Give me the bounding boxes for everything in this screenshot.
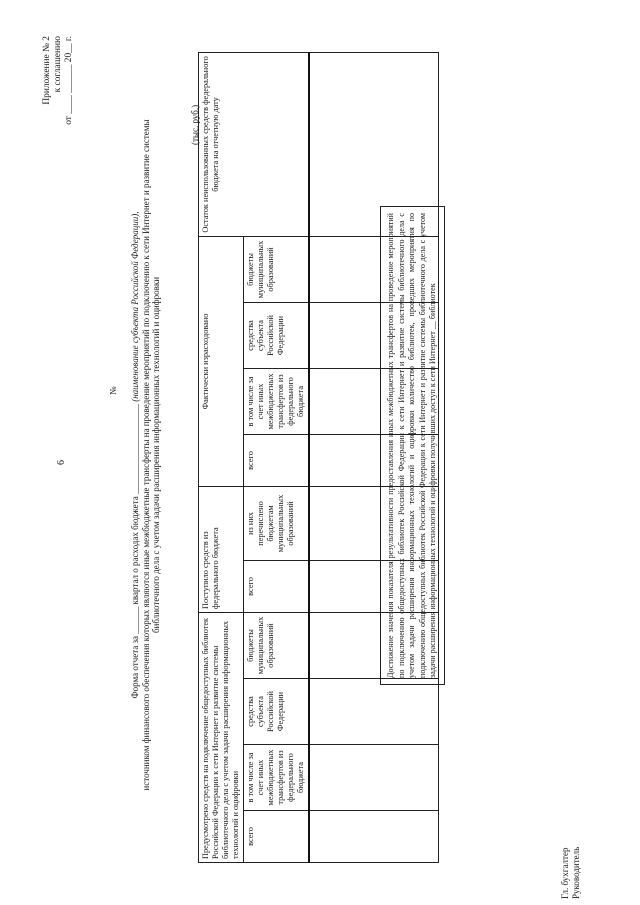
header-received: Поступило средств из федерального бюджета <box>199 486 244 612</box>
form-title <box>130 75 162 835</box>
header-remaining: Остаток неиспользованных средств федерального бюджета на отчетную дату <box>199 52 310 236</box>
annex-reference: к соглашению <box>53 36 63 93</box>
document-number: № <box>108 386 118 395</box>
header-spent-transfers: в том числе за счет иных межбюджетных трансфертов из федерального бюджета <box>244 368 310 434</box>
table-cell[interactable] <box>309 811 439 863</box>
header-spent: Фактически израсходовано <box>199 236 244 486</box>
result-indicator-box: Достижение значения показателя результативности предоставления иных межбюджетных трансфертов на проведение мероприятий по подключению общедоступных библиотек Российской Федерации к сети Интернет и развитие системы библиотечного дела с учетом задачи расширения информационных технологий и оцифровки количество библиотек, проведших мероприятия по подключению общедоступных библиотек Российской Федерации к сети Интернет и развитие системы библиотечного дела с учетом задачи расширения информационных технологий и оцифровки получивших доступ к сети Интернет __ библиотек <box>380 206 445 685</box>
annex-header <box>42 36 75 125</box>
head-label: Руководитель <box>571 846 581 899</box>
header-planned-transfers: в том числе за счет иных межбюджетных трансфертов из федерального бюджета <box>244 745 310 811</box>
page-number: 6 <box>56 460 67 465</box>
table-cell[interactable] <box>309 745 439 811</box>
header-spent-total: всего <box>244 434 310 486</box>
subject-caption: (наименование субъекта Российской Федерации), <box>130 211 140 402</box>
form-title-line3: библиотечного дела с учетом задачи расширения информационных технологий и оцифровки <box>151 276 161 634</box>
unit-label: (тыс. руб.) <box>190 104 200 145</box>
header-planned-total: всего <box>244 811 310 863</box>
header-spent-regional: средства субъекта Российской Федерации <box>244 302 310 368</box>
header-received-transferred: из них перечислено бюджетам муниципальных образований <box>244 486 310 560</box>
header-planned: Предусмотрено средств на подключение общедоступных библиотек Российской Федерации к сети Интернет и развитие системы библиотечного дела с учетом задачи расширения информационных технологий и оцифровки <box>199 612 244 862</box>
table-cell[interactable] <box>309 679 439 745</box>
signature-block <box>560 847 582 899</box>
header-spent-municipal: бюджеты муниципальных образований <box>244 236 310 302</box>
header-received-total: всего <box>244 560 310 612</box>
form-title-line1: Форма отчета за ______ квартал о расходах бюджета ____________________ <box>130 404 140 699</box>
form-title-line2: источником финансового обеспечения которых являются иные межбюджетные трансферты на проведение мероприятий по подключению к сети Интернет и развитие системы <box>140 119 151 791</box>
chief-accountant-label: Гл. бухгалтер <box>560 847 570 899</box>
header-planned-regional: средства субъекта Российской Федерации <box>244 679 310 745</box>
annex-title: Приложение № 2 <box>42 36 52 105</box>
table-header-row-1 <box>199 52 244 862</box>
header-planned-municipal: бюджеты муниципальных образований <box>244 612 310 678</box>
annex-date: от ____ ______ 20__ г. <box>64 36 74 125</box>
